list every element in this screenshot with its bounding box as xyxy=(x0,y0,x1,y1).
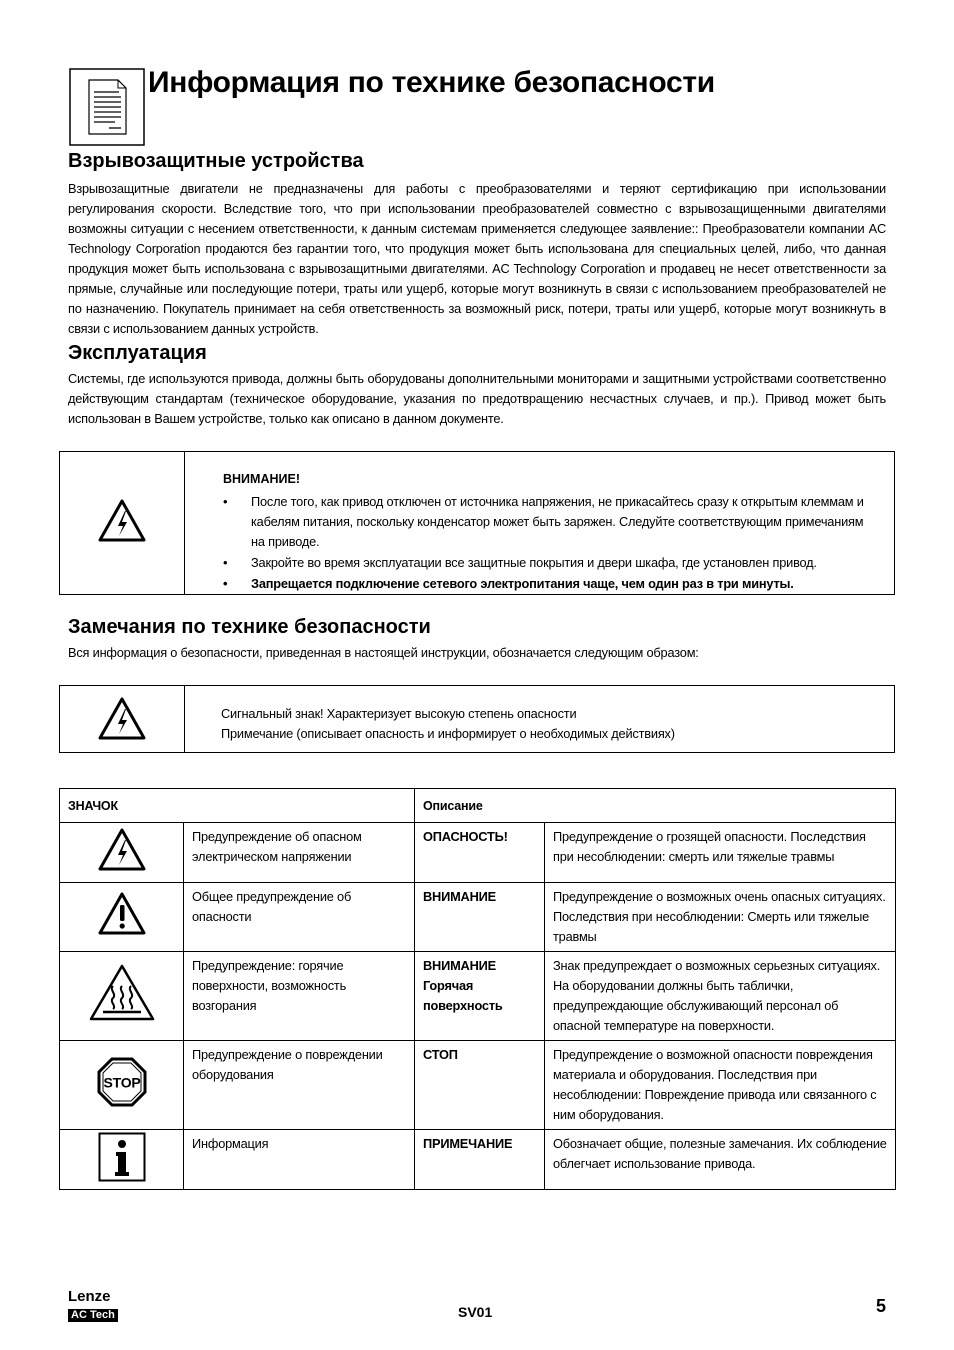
warning-list xyxy=(223,492,864,594)
section-heading-operation: Эксплуатация xyxy=(68,342,207,364)
electric-hazard-icon xyxy=(98,828,146,872)
document-code: SV01 xyxy=(458,1304,493,1320)
signal-word: ВНИМАНИЕ Горячая поверхность xyxy=(415,952,545,1041)
notation-line: Сигнальный знак! Характеризует высокую степень опасности xyxy=(221,706,577,721)
symbol-description: Знак предупреждает о возможных серьезных ситуациях. На оборудовании должны быть таблички, предупреждающие обслуживающий персонал об опасной температуре на поверхности. xyxy=(545,952,896,1041)
warning-box-icon-cell xyxy=(60,452,185,594)
stop-sign-icon xyxy=(97,1057,147,1107)
signal-word: ОПАСНОСТЬ! xyxy=(415,823,545,883)
header-symbol: ЗНАЧОК xyxy=(60,789,415,823)
symbol-name: Предупреждение: горячие поверхности, возможность возгорания xyxy=(184,952,415,1041)
table-row xyxy=(60,952,896,1041)
symbol-name: Предупреждение об опасном электрическом напряжении xyxy=(184,823,415,883)
table-row xyxy=(60,1130,896,1190)
page-number: 5 xyxy=(876,1296,887,1316)
section-text-explosion: Взрывозащитные двигатели не предназначены для работы с преобразователями и теряют сертификацию при использовании регулирования скорости. Вследствие того, что при использовании преобразователей совместно с взрывозащищенными двигателями возможны ситуации с несением ответственности, к данным системам применяется следующее заявление:: Преобразователи компании AC Technology Corporation продаются без гарантии того, что продукция может быть использована для специальных целей, либо, что данная продукция может быть использована с взрывозащитными двигателями. AC Technology Corporation и продавец не несет ответственности за прямые, случайные или последующие потери, траты или ущерб, которые могут возникнуть в связи с использованием преобразователей не по назначению. Покупатель принимает на себя ответственность за возможный риск, потери, траты или ущерб, которые могут возникнуть в связи с использованием данных устройств. xyxy=(68,181,886,336)
electric-hazard-icon xyxy=(98,499,146,543)
symbol-name: Общее предупреждение об опасности xyxy=(184,883,415,952)
symbol-table xyxy=(59,788,896,1190)
header-description: Описание xyxy=(415,789,896,823)
info-icon xyxy=(98,1132,146,1182)
symbol-name: Информация xyxy=(184,1130,415,1190)
symbol-cell xyxy=(60,883,184,952)
svg-text:STOP: STOP xyxy=(102,1074,141,1091)
symbol-description: Предупреждение о возможной опасности повреждения материала и оборудования. Последствия при несоблюдении: Повреждение привода или связанного с ним оборудования. xyxy=(545,1041,896,1130)
symbol-description: Предупреждение о грозящей опасности. Последствия при несоблюдении: смерть или тяжелые травмы xyxy=(545,823,896,883)
hot-surface-icon xyxy=(89,964,155,1022)
warning-box xyxy=(59,451,895,595)
section-text-notes: Вся информация о безопасности, приведенная в настоящей инструкции, обозначается следующим образом: xyxy=(68,645,699,660)
warning-content xyxy=(223,472,864,595)
brand-subtitle: AC Tech xyxy=(68,1309,118,1322)
warning-item: • Запрещается подключение сетевого электропитания чаще, чем один раз в три минуты. xyxy=(223,574,864,594)
section-heading-explosion: Взрывозащитные устройства xyxy=(68,150,364,172)
notation-line: Примечание (описывает опасность и информирует о необходимых действиях) xyxy=(221,726,675,741)
symbol-cell xyxy=(60,1041,184,1130)
symbol-cell xyxy=(60,823,184,883)
symbol-description: Предупреждение о возможных очень опасных ситуациях. Последствия при несоблюдении: Смерть или тяжелые травмы xyxy=(545,883,896,952)
symbol-cell xyxy=(60,952,184,1041)
table-header-row xyxy=(60,789,896,823)
document-icon xyxy=(69,68,145,146)
section-heading-notes: Замечания по технике безопасности xyxy=(68,616,431,638)
electric-hazard-icon xyxy=(98,697,146,741)
warning-title: ВНИМАНИЕ! xyxy=(223,472,300,486)
symbol-description: Обозначает общие, полезные замечания. Их соблюдение облегчает использование привода. xyxy=(545,1130,896,1190)
warning-item: • Закройте во время эксплуатации все защитные покрытия и двери шкафа, где установлен привод. xyxy=(223,553,864,573)
notation-box xyxy=(59,685,895,753)
table-row xyxy=(60,823,896,883)
signal-word: СТОП xyxy=(415,1041,545,1130)
table-row xyxy=(60,883,896,952)
notation-content xyxy=(221,704,675,744)
section-text-operation: Системы, где используются привода, должны быть оборудованы дополнительными мониторами и защитными устройствами соответственно действующим стандартам (техническое оборудование, указания по предотвращению несчастных случаев, и пр.). Привод может быть использован в Вашем устройстве, только как описано в данном документе. xyxy=(68,371,886,426)
brand-name: Lenze xyxy=(68,1288,111,1305)
warning-item: • После того, как привод отключен от источника напряжения, не прикасайтесь сразу к открытым клеммам и кабелям питания, поскольку конденсатор может быть заряжен. Следуйте соответствующим примечаниям на приводе. xyxy=(223,492,864,552)
footer-brand xyxy=(68,1288,118,1323)
signal-word: ВНИМАНИЕ xyxy=(415,883,545,952)
symbol-cell xyxy=(60,1130,184,1190)
table-row xyxy=(60,1041,896,1130)
signal-word: ПРИМЕЧАНИЕ xyxy=(415,1130,545,1190)
symbol-name: Предупреждение о повреждении оборудования xyxy=(184,1041,415,1130)
notation-box-icon-cell xyxy=(60,686,185,752)
general-warning-icon xyxy=(98,892,146,936)
page-title: Информация по технике безопасности xyxy=(148,66,715,99)
